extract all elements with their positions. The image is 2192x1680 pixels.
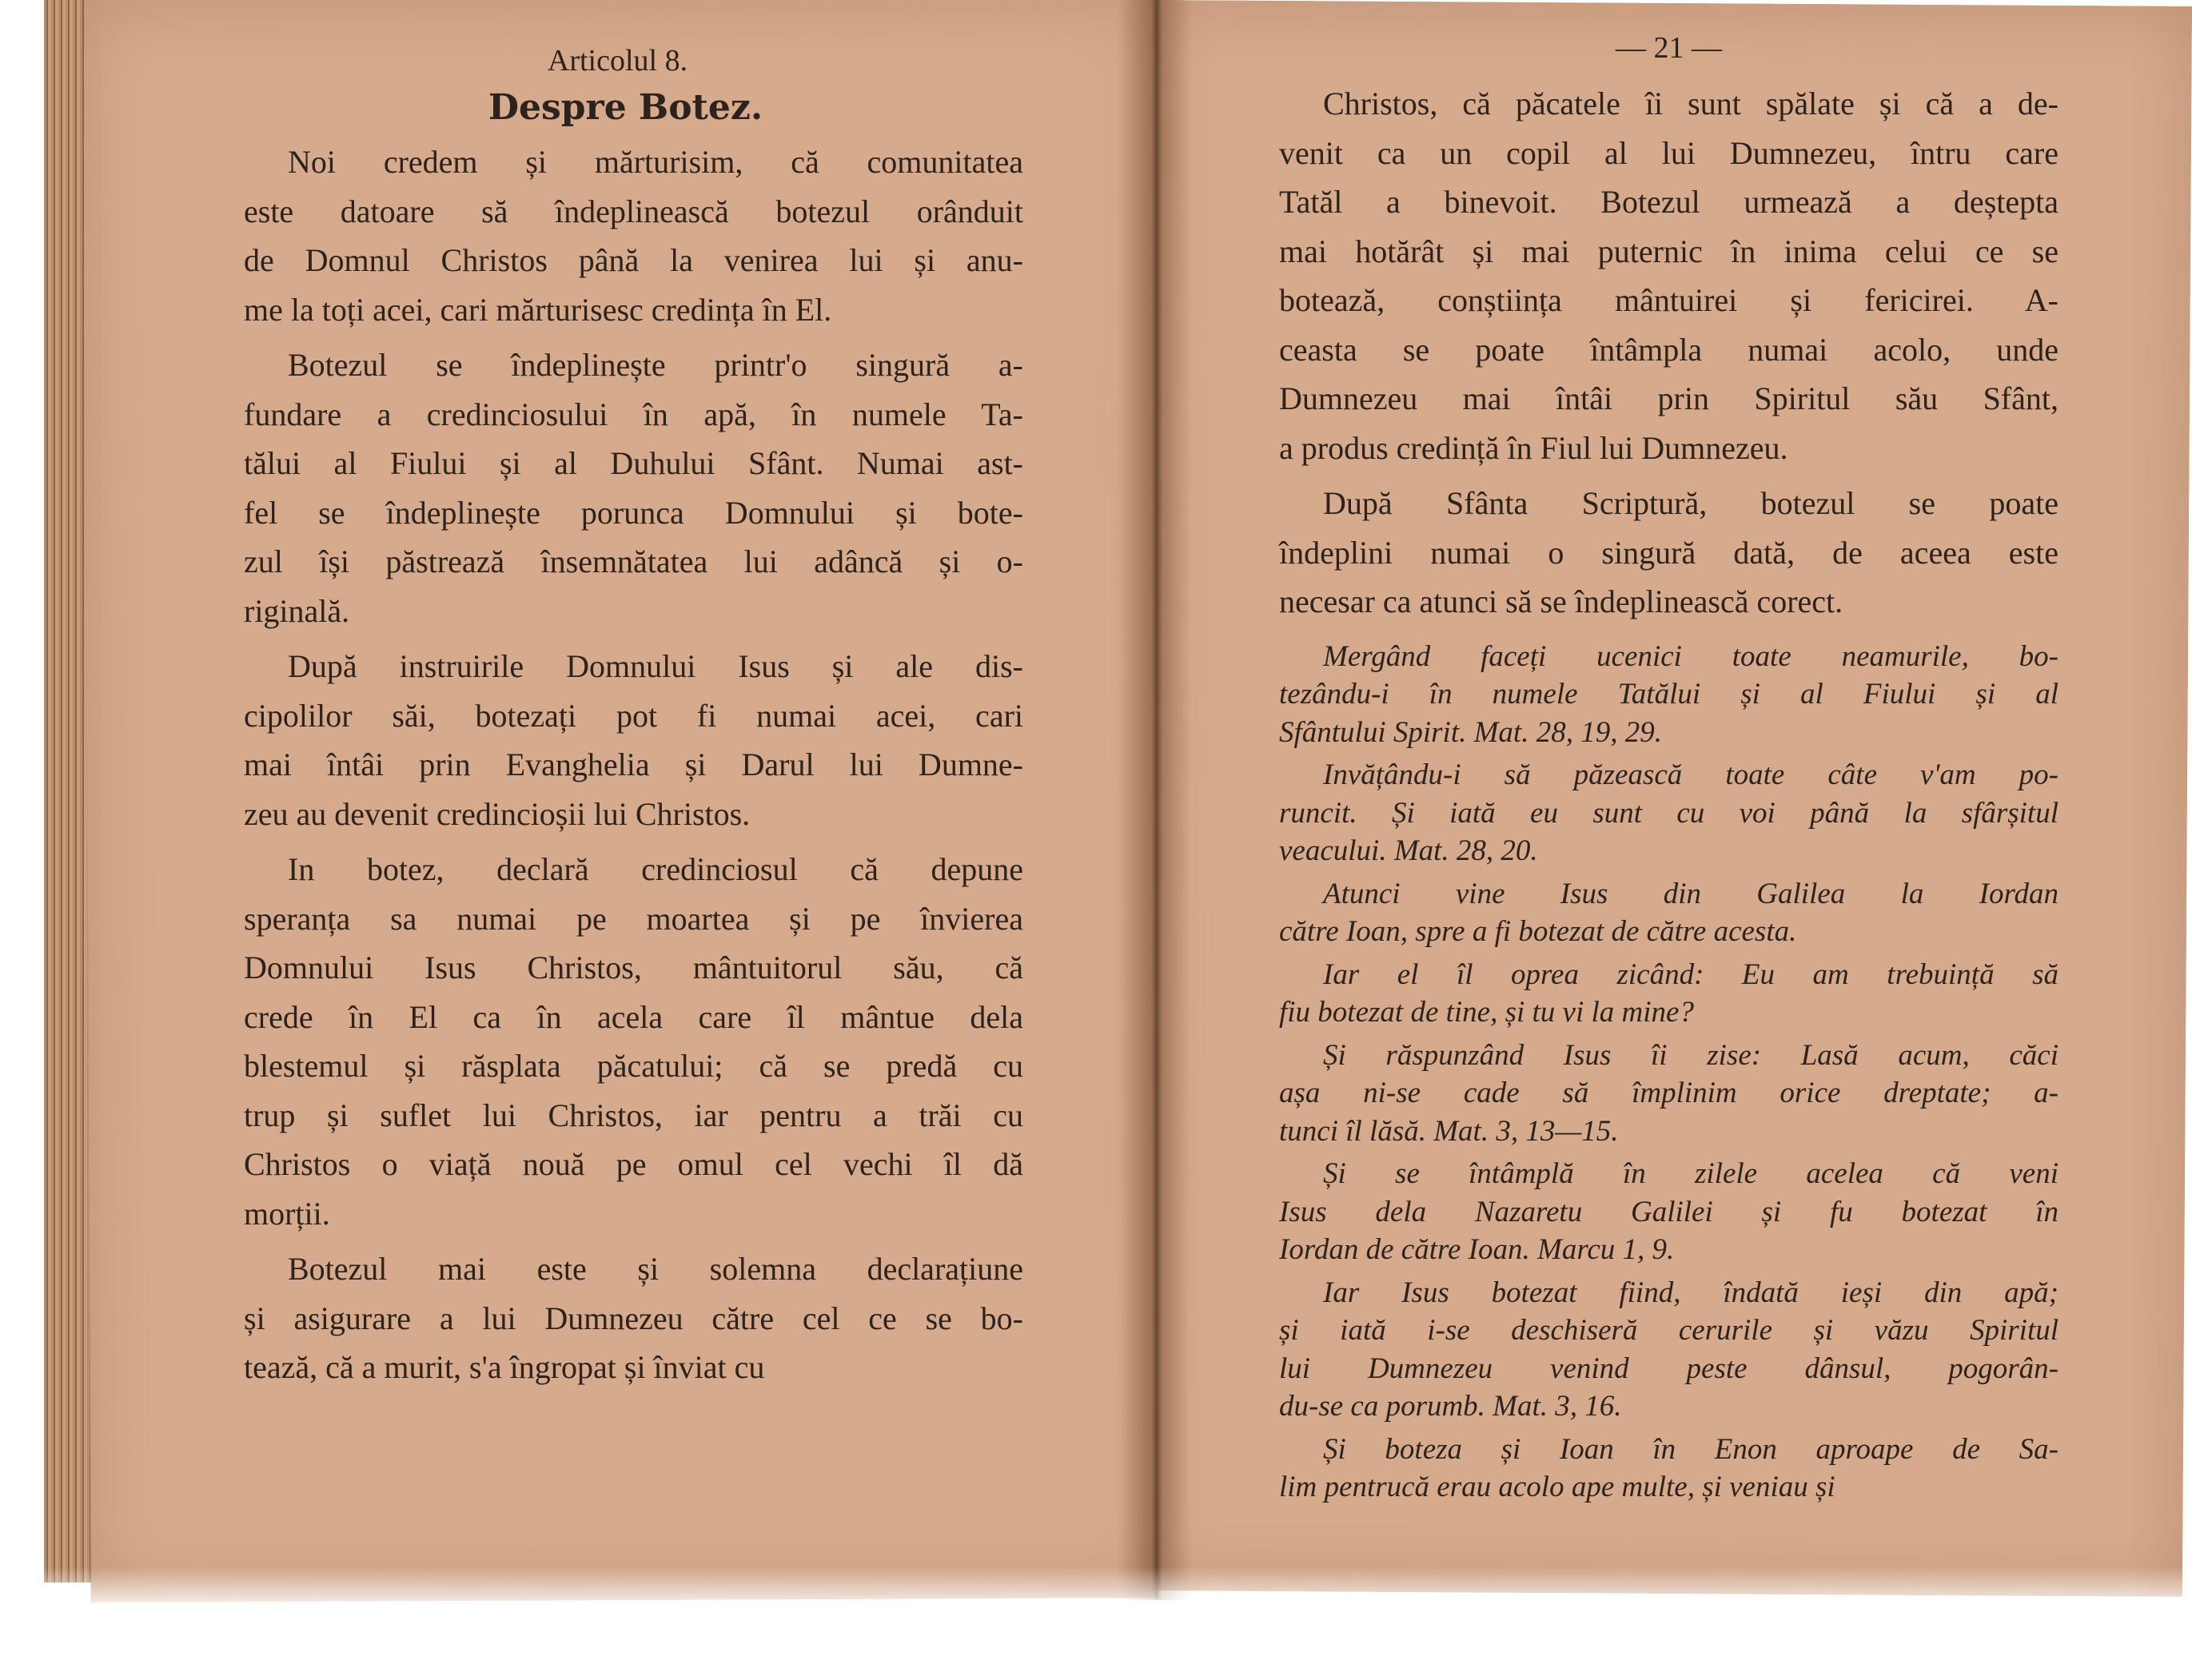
text-line: Iar Isus botezat fiind, îndată ieși din apă;	[1323, 1276, 2058, 1309]
text-line: Atunci vine Isus din Galilea la Iordan	[1323, 877, 2058, 910]
text-line: du-se ca porumb. Mat. 3, 16.	[1279, 1390, 1622, 1423]
text-line: blestemul și răsplata păcatului; că se predă cu	[244, 1048, 1023, 1084]
text-line: crede în El ca în acela care îl mântue dela	[244, 998, 1023, 1035]
text-line: riginală.	[244, 592, 350, 629]
text-line: botează, conștiința mântuirei și fericirei. A-	[1279, 282, 2058, 318]
text-line: morții.	[244, 1195, 330, 1232]
scripture-quote	[1279, 756, 2058, 870]
text-line: Dumnezeu mai întâi prin Spiritul său Sfânt,	[1279, 380, 2058, 416]
text-line: me la toți acei, cari mărturisesc credința în El.	[244, 291, 832, 328]
text-line: După Sfânta Scriptură, botezul se poate	[1323, 485, 2058, 521]
section-heading: Despre Botez.	[488, 87, 763, 128]
text-line: speranța sa numai pe moartea și pe învierea	[244, 900, 1023, 937]
text-line: Noi credem și mărturisim, că comunitatea	[288, 144, 1023, 180]
text-line: fiu botezat de tine, și tu vi la mine?	[1279, 996, 1694, 1029]
text-line: Christos, că păcatele îi sunt spălate și că a de-	[1323, 86, 2058, 121]
text-line: Invățându-i să păzească toate câte v'am po-	[1323, 758, 2058, 791]
text-line: a produs credință în Fiul lui Dumnezeu.	[1279, 429, 1788, 466]
paragraph-gap	[244, 1238, 1023, 1244]
text-line: și asigurare a lui Dumnezeu către cel ce se bo-	[244, 1300, 1023, 1336]
text-line: Iar el îl oprea zicând: Eu am trebuință să	[1323, 957, 2058, 991]
book-gutter	[1119, 0, 1191, 1600]
text-line: este datoare să îndeplinească botezul orânduit	[244, 193, 1023, 229]
text-line: Botezul mai este și solemna declarațiune	[288, 1251, 1023, 1287]
text-line: lim pentrucă erau acolo ape multe, și veniau și	[1279, 1471, 1835, 1503]
text-line: tezându-i în numele Tatălui și al Fiului și al	[1279, 678, 2058, 711]
text-line: Tatăl a binevoit. Botezul urmează a deștepta	[1279, 184, 2058, 220]
text-line: Isus dela Nazaretu Galilei și fu botezat în	[1279, 1195, 2058, 1228]
text-line: Și se întâmplă în zilele acelea că veni	[1323, 1157, 2058, 1190]
left-page-text	[244, 40, 1023, 1392]
text-line: către Ioan, spre a fi botezat de către acesta.	[1279, 915, 1797, 948]
text-line: tălui al Fiului și al Duhului Sfânt. Numai ast-	[244, 445, 1023, 481]
text-line: mai hotărât și mai puternic în inima celui ce se	[1279, 233, 2058, 269]
article-number: Articolul 8.	[547, 44, 688, 78]
scripture-quote	[1279, 1431, 2058, 1507]
paragraph-gap	[1279, 472, 2058, 479]
scripture-quote	[1279, 1274, 2058, 1426]
text-line: tunci îl lăsă. Mat. 3, 13—15.	[1279, 1114, 1619, 1148]
text-line: fel se îndeplinește porunca Domnului și bote-	[244, 494, 1023, 531]
text-line: îndeplini numai o singură dată, de aceea este	[1279, 534, 2058, 571]
text-line: de Domnul Christos până la venirea lui și anu-	[244, 242, 1023, 278]
text-line: așa ni-se cade să împlinim orice dreptate; a-	[1279, 1077, 2058, 1109]
text-line: Mergând faceți ucenici toate neamurile, bo-	[1323, 639, 2058, 673]
text-line: Și răspunzând Isus îi zise: Lasă acum, căci	[1323, 1038, 2058, 1072]
text-line: Iordan de către Ioan. Marcu 1, 9.	[1279, 1233, 1675, 1266]
paragraph-gap	[244, 635, 1023, 642]
scripture-quote	[1279, 638, 2058, 752]
paragraph	[1279, 79, 2058, 472]
text-line: lui Dumnezeu venind peste dânsul, pogorân-	[1279, 1352, 2058, 1385]
scripture-quote	[1279, 1155, 2058, 1269]
paragraph	[1279, 479, 2058, 627]
text-line: Domnului Isus Christos, mântuitorul său, că	[244, 949, 1023, 985]
text-line: și iată i-se deschiseră cerurile și văzu Spiritul	[1279, 1314, 2058, 1347]
left-paragraphs	[244, 137, 1023, 1392]
paragraph	[244, 137, 1023, 334]
paragraph	[244, 845, 1023, 1238]
text-line: fundare a credinciosului în apă, în numele Ta-	[244, 396, 1023, 432]
text-line: cipolilor săi, botezați pot fi numai acei, cari	[244, 697, 1023, 734]
text-line: Sfântului Spirit. Mat. 28, 19, 29.	[1279, 715, 1662, 749]
text-line: Botezul se îndeplinește printr'o singură a-	[288, 347, 1023, 383]
scripture-quotes	[1279, 638, 2058, 1507]
text-line: După instruirile Domnului Isus și ale dis-	[288, 648, 1023, 684]
right-paragraphs	[1279, 79, 2058, 627]
paragraph	[244, 340, 1023, 635]
text-line: Christos o viață nouă pe omul cel vechi îl dă	[244, 1146, 1023, 1182]
text-line: runcit. Și iată eu sunt cu voi până la sfârșitul	[1279, 796, 2058, 830]
scan-margin	[44, 1567, 2192, 1680]
text-line: necesar ca atunci să se îndeplinească corect.	[1279, 583, 1843, 619]
page-number: — 21 —	[1616, 31, 1722, 65]
text-line: tează, că a murit, s'a îngropat și înviat cu	[244, 1349, 765, 1385]
text-line: Și boteza și Ioan în Enon aproape de Sa-	[1323, 1432, 2058, 1466]
text-line: veacului. Mat. 28, 20.	[1279, 834, 1538, 867]
text-line: zeu au devenit credincioșii lui Christos.	[244, 795, 751, 832]
paragraph	[244, 642, 1023, 838]
paragraph-gap	[244, 838, 1023, 845]
text-line: venit ca un copil al lui Dumnezeu, întru care	[1279, 134, 2058, 171]
scripture-quote	[1279, 956, 2058, 1032]
right-page-text	[1279, 28, 2058, 1507]
text-line: In botez, declară credinciosul că depune	[288, 851, 1023, 887]
text-line: trup și suflet lui Christos, iar pentru a trăi cu	[244, 1097, 1023, 1133]
paragraph	[244, 1244, 1023, 1392]
text-line: zul își păstrează însemnătatea lui adâncă și o-	[244, 543, 1023, 579]
text-line: mai întâi prin Evanghelia și Darul lui Dumne-	[244, 746, 1023, 782]
text-line: ceasta se poate întâmpla numai acolo, unde	[1279, 331, 2058, 368]
paragraph-gap	[244, 334, 1023, 340]
scripture-quote	[1279, 1037, 2058, 1151]
scripture-quote	[1279, 875, 2058, 951]
